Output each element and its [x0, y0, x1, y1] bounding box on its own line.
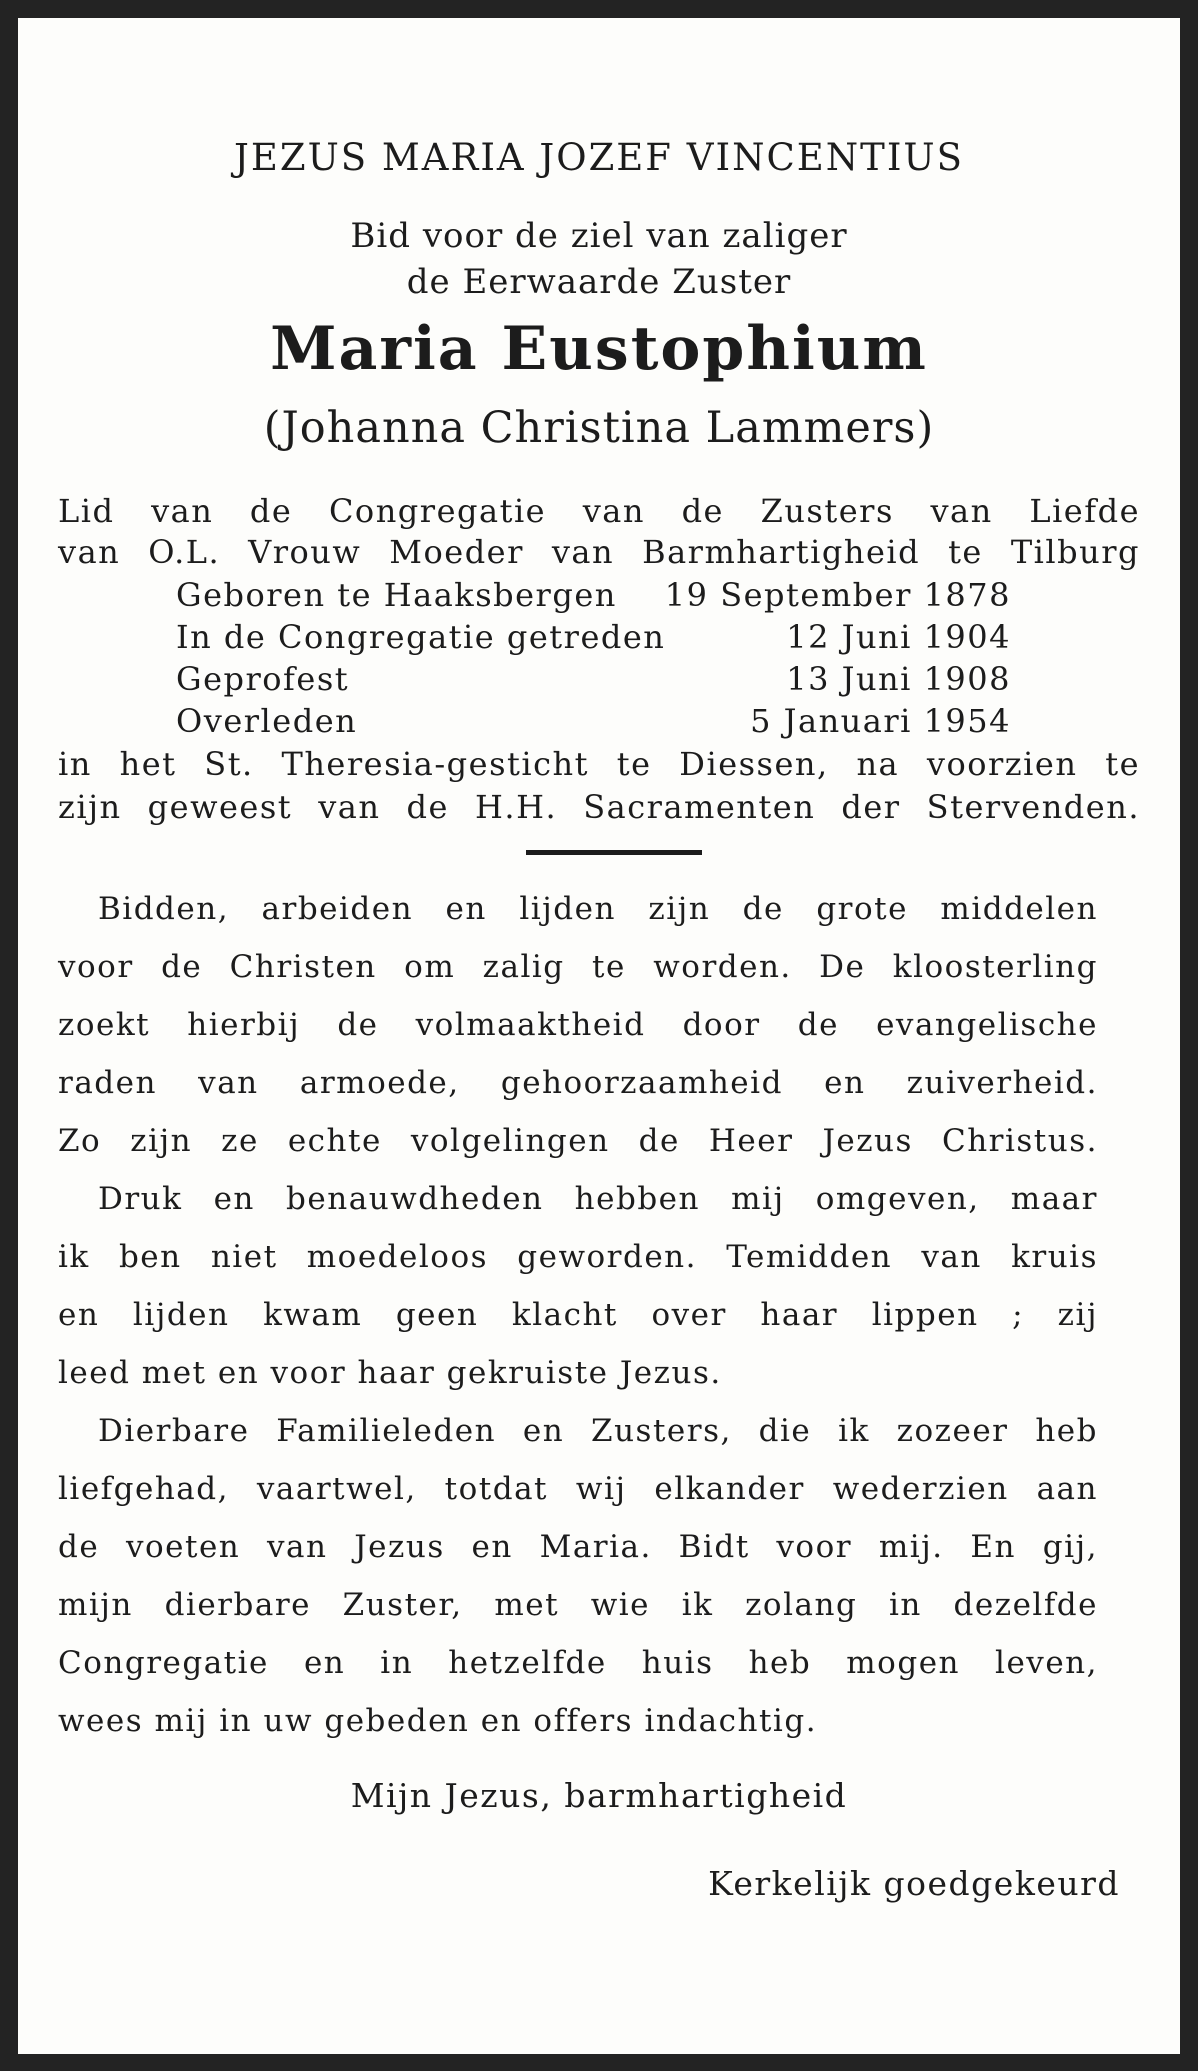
closing-prayer: Mijn Jezus, barmhartigheid: [350, 1776, 848, 1815]
event-date: 5 Januari 1954: [750, 702, 1011, 740]
paragraph-line: ik ben niet moedeloos geworden. Temidden van kruis: [58, 1239, 1098, 1275]
paragraph-line: en lijden kwam geen klacht over haar lippen ; zij: [58, 1297, 1098, 1333]
paragraph-line: Druk en benauwdheden hebben mij omgeven, maar: [98, 1181, 1098, 1217]
religious-name: Maria Eustophium: [270, 314, 928, 384]
event-label: Geprofest: [176, 660, 350, 698]
event-label: In de Congregatie getreden: [176, 618, 666, 656]
civil-name: (Johanna Christina Lammers): [263, 403, 935, 453]
divider-rule: [526, 850, 702, 855]
paragraph-line: zoekt hierbij de volmaaktheid door de evangelische: [58, 1007, 1098, 1043]
event-date: 19 September 1878: [664, 576, 1011, 614]
event-label: Geboren te Haaksbergen: [176, 576, 617, 614]
event-row-entry: [176, 618, 1011, 656]
prayer-line-2: de Eerwaarde Zuster: [406, 262, 792, 302]
paragraph-line: Zo zijn ze echte volgelingen de Heer Jezus Christus.: [58, 1123, 1098, 1159]
event-row-death: [176, 702, 1011, 740]
paragraph-line: mijn dierbare Zuster, met wie ik zolang in dezelfde: [58, 1587, 1098, 1623]
paragraph-line: liefgehad, vaartwel, totdat wij elkander wederzien aan: [58, 1471, 1098, 1507]
ecclesiastical-approval: Kerkelijk goedgekeurd: [708, 1864, 1120, 1903]
membership-line-2: van O.L. Vrouw Moeder van Barmhartigheid te Tilburg: [58, 533, 1140, 571]
paragraph-line: leed met en voor haar gekruiste Jezus.: [58, 1355, 722, 1391]
event-date: 13 Juni 1908: [786, 660, 1011, 698]
prayer-line-1: Bid voor de ziel van zaliger: [350, 216, 848, 256]
paragraph-line: raden van armoede, gehoorzaamheid en zuiverheid.: [58, 1065, 1098, 1101]
event-date: 12 Juni 1904: [786, 618, 1011, 656]
membership-line-1: Lid van de Congregatie van de Zusters van Liefde: [58, 492, 1140, 530]
paragraph-line: Bidden, arbeiden en lijden zijn de grote middelen: [98, 891, 1098, 927]
paragraph-line: Congregatie en in hetzelfde huis heb mogen leven,: [58, 1645, 1098, 1681]
event-row-profession: [176, 660, 1011, 698]
invocation-heading: JEZUS MARIA JOZEF VINCENTIUS: [234, 136, 964, 179]
event-row-birth: [176, 576, 1011, 614]
paragraph-line: voor de Christen om zalig te worden. De kloosterling: [58, 949, 1098, 985]
death-place-line-1: in het St. Theresia-gesticht te Diessen, na voorzien te: [58, 745, 1140, 783]
death-place-line-2: zijn geweest van de H.H. Sacramenten der Stervenden.: [58, 788, 1140, 826]
paragraph-line: Dierbare Familieleden en Zusters, die ik zozeer heb: [98, 1413, 1098, 1449]
event-label: Overleden: [176, 702, 358, 740]
paragraph-line: wees mij in uw gebeden en offers indachtig.: [58, 1703, 818, 1739]
paragraph-line: de voeten van Jezus en Maria. Bidt voor mij. En gij,: [58, 1529, 1098, 1565]
